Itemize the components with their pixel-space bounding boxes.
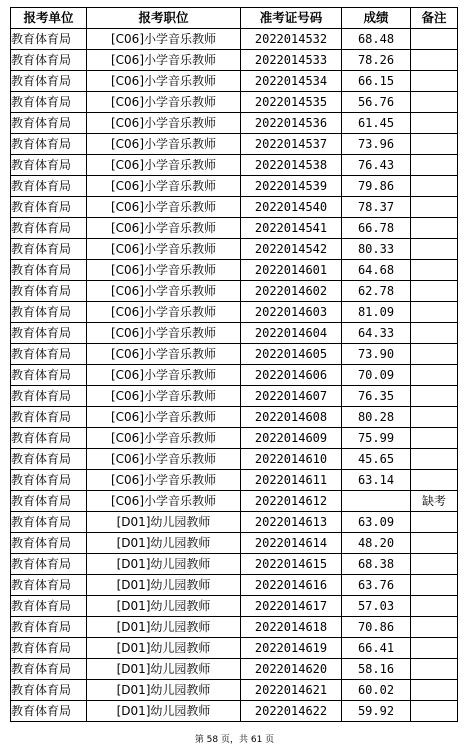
cell-score: 70.09 [342, 365, 411, 386]
cell-unit: 教育体育局 [11, 365, 87, 386]
page-footer: 第 58 页，共 61 页 [194, 735, 275, 745]
cell-position: [C06]小学音乐教师 [87, 134, 241, 155]
cell-position: [D01]幼儿园教师 [87, 575, 241, 596]
cell-remarks [411, 617, 458, 638]
table-row [11, 239, 458, 260]
score-table [10, 7, 458, 722]
table-row [11, 302, 458, 323]
cell-candidate-number: 2022014621 [241, 680, 342, 701]
cell-remarks [411, 260, 458, 281]
cell-remarks [411, 134, 458, 155]
cell-score: 60.02 [342, 680, 411, 701]
cell-candidate-number: 2022014622 [241, 701, 342, 722]
cell-score: 79.86 [342, 176, 411, 197]
cell-remarks [411, 50, 458, 71]
cell-remarks [411, 596, 458, 617]
cell-position: [C06]小学音乐教师 [87, 50, 241, 71]
cell-unit: 教育体育局 [11, 134, 87, 155]
cell-unit: 教育体育局 [11, 302, 87, 323]
table-row [11, 71, 458, 92]
cell-position: [C06]小学音乐教师 [87, 407, 241, 428]
cell-position: [C06]小学音乐教师 [87, 71, 241, 92]
table-row [11, 386, 458, 407]
table-header [11, 8, 458, 29]
cell-position: [C06]小学音乐教师 [87, 281, 241, 302]
cell-remarks [411, 71, 458, 92]
cell-unit: 教育体育局 [11, 176, 87, 197]
header-position: 报考职位 [87, 8, 241, 29]
cell-unit: 教育体育局 [11, 428, 87, 449]
cell-candidate-number: 2022014606 [241, 365, 342, 386]
cell-candidate-number: 2022014613 [241, 512, 342, 533]
table-row [11, 365, 458, 386]
cell-position: [C06]小学音乐教师 [87, 323, 241, 344]
cell-score: 73.96 [342, 134, 411, 155]
cell-score: 63.09 [342, 512, 411, 533]
cell-candidate-number: 2022014538 [241, 155, 342, 176]
cell-unit: 教育体育局 [11, 470, 87, 491]
cell-unit: 教育体育局 [11, 50, 87, 71]
cell-score: 57.03 [342, 596, 411, 617]
cell-score: 62.78 [342, 281, 411, 302]
cell-unit: 教育体育局 [11, 701, 87, 722]
cell-remarks [411, 155, 458, 176]
cell-position: [D01]幼儿园教师 [87, 596, 241, 617]
cell-score: 75.99 [342, 428, 411, 449]
cell-remarks [411, 344, 458, 365]
cell-remarks [411, 281, 458, 302]
cell-position: [C06]小学音乐教师 [87, 428, 241, 449]
cell-remarks [411, 197, 458, 218]
cell-position: [D01]幼儿园教师 [87, 638, 241, 659]
cell-position: [C06]小学音乐教师 [87, 176, 241, 197]
header-row [11, 8, 458, 29]
cell-unit: 教育体育局 [11, 113, 87, 134]
table-row [11, 134, 458, 155]
cell-unit: 教育体育局 [11, 71, 87, 92]
cell-unit: 教育体育局 [11, 197, 87, 218]
table-row [11, 92, 458, 113]
cell-score: 64.33 [342, 323, 411, 344]
cell-position: [D01]幼儿园教师 [87, 512, 241, 533]
cell-position: [C06]小学音乐教师 [87, 218, 241, 239]
cell-position: [C06]小学音乐教师 [87, 344, 241, 365]
table-row [11, 113, 458, 134]
table-row [11, 428, 458, 449]
table-row [11, 554, 458, 575]
cell-score: 66.41 [342, 638, 411, 659]
cell-remarks [411, 92, 458, 113]
cell-score: 45.65 [342, 449, 411, 470]
table-row [11, 533, 458, 554]
cell-unit: 教育体育局 [11, 680, 87, 701]
table-row [11, 659, 458, 680]
cell-candidate-number: 2022014609 [241, 428, 342, 449]
table-row [11, 491, 458, 512]
cell-position: [C06]小学音乐教师 [87, 470, 241, 491]
cell-score: 59.92 [342, 701, 411, 722]
cell-unit: 教育体育局 [11, 281, 87, 302]
cell-candidate-number: 2022014608 [241, 407, 342, 428]
cell-score: 66.15 [342, 71, 411, 92]
table-row [11, 617, 458, 638]
cell-score: 73.90 [342, 344, 411, 365]
cell-score: 66.78 [342, 218, 411, 239]
cell-score: 70.86 [342, 617, 411, 638]
cell-unit: 教育体育局 [11, 323, 87, 344]
cell-position: [C06]小学音乐教师 [87, 365, 241, 386]
cell-position: [D01]幼儿园教师 [87, 680, 241, 701]
cell-score: 48.20 [342, 533, 411, 554]
table-row [11, 680, 458, 701]
cell-candidate-number: 2022014536 [241, 113, 342, 134]
cell-unit: 教育体育局 [11, 659, 87, 680]
cell-remarks [411, 470, 458, 491]
cell-remarks [411, 449, 458, 470]
cell-candidate-number: 2022014617 [241, 596, 342, 617]
cell-unit: 教育体育局 [11, 218, 87, 239]
cell-candidate-number: 2022014535 [241, 92, 342, 113]
table-body [11, 29, 458, 722]
cell-unit: 教育体育局 [11, 617, 87, 638]
cell-position: [C06]小学音乐教师 [87, 386, 241, 407]
cell-remarks [411, 638, 458, 659]
cell-remarks [411, 113, 458, 134]
cell-remarks [411, 176, 458, 197]
cell-unit: 教育体育局 [11, 386, 87, 407]
cell-candidate-number: 2022014537 [241, 134, 342, 155]
cell-unit: 教育体育局 [11, 449, 87, 470]
table-row [11, 260, 458, 281]
cell-score: 68.38 [342, 554, 411, 575]
table-row [11, 176, 458, 197]
cell-score: 58.16 [342, 659, 411, 680]
cell-candidate-number: 2022014614 [241, 533, 342, 554]
cell-score: 61.45 [342, 113, 411, 134]
table-row [11, 470, 458, 491]
table-row [11, 512, 458, 533]
cell-remarks [411, 218, 458, 239]
cell-position: [C06]小学音乐教师 [87, 449, 241, 470]
cell-candidate-number: 2022014611 [241, 470, 342, 491]
cell-candidate-number: 2022014604 [241, 323, 342, 344]
cell-unit: 教育体育局 [11, 554, 87, 575]
cell-unit: 教育体育局 [11, 407, 87, 428]
cell-candidate-number: 2022014601 [241, 260, 342, 281]
cell-unit: 教育体育局 [11, 512, 87, 533]
cell-score: 80.33 [342, 239, 411, 260]
cell-remarks [411, 407, 458, 428]
cell-candidate-number: 2022014618 [241, 617, 342, 638]
header-score: 成绩 [342, 8, 411, 29]
cell-remarks [411, 239, 458, 260]
cell-candidate-number: 2022014620 [241, 659, 342, 680]
cell-candidate-number: 2022014534 [241, 71, 342, 92]
cell-position: [C06]小学音乐教师 [87, 239, 241, 260]
table-row [11, 407, 458, 428]
cell-remarks [411, 701, 458, 722]
cell-remarks [411, 512, 458, 533]
cell-remarks [411, 323, 458, 344]
cell-candidate-number: 2022014612 [241, 491, 342, 512]
cell-candidate-number: 2022014602 [241, 281, 342, 302]
cell-position: [D01]幼儿园教师 [87, 701, 241, 722]
table-row [11, 344, 458, 365]
cell-unit: 教育体育局 [11, 575, 87, 596]
cell-position: [C06]小学音乐教师 [87, 197, 241, 218]
table-row [11, 197, 458, 218]
table-row [11, 449, 458, 470]
cell-unit: 教育体育局 [11, 260, 87, 281]
cell-remarks [411, 659, 458, 680]
cell-position: [D01]幼儿园教师 [87, 659, 241, 680]
table-row [11, 155, 458, 176]
header-unit: 报考单位 [11, 8, 87, 29]
cell-score [342, 491, 411, 512]
cell-position: [C06]小学音乐教师 [87, 113, 241, 134]
cell-score: 76.35 [342, 386, 411, 407]
cell-score: 63.14 [342, 470, 411, 491]
cell-unit: 教育体育局 [11, 638, 87, 659]
cell-position: [D01]幼儿园教师 [87, 617, 241, 638]
table-row [11, 575, 458, 596]
table-row [11, 596, 458, 617]
cell-candidate-number: 2022014619 [241, 638, 342, 659]
cell-candidate-number: 2022014605 [241, 344, 342, 365]
cell-score: 56.76 [342, 92, 411, 113]
cell-score: 76.43 [342, 155, 411, 176]
cell-score: 78.37 [342, 197, 411, 218]
cell-unit: 教育体育局 [11, 155, 87, 176]
cell-candidate-number: 2022014542 [241, 239, 342, 260]
cell-remarks [411, 575, 458, 596]
cell-remarks [411, 533, 458, 554]
table-row [11, 218, 458, 239]
cell-position: [C06]小学音乐教师 [87, 302, 241, 323]
cell-unit: 教育体育局 [11, 344, 87, 365]
cell-unit: 教育体育局 [11, 596, 87, 617]
cell-candidate-number: 2022014540 [241, 197, 342, 218]
table-row [11, 323, 458, 344]
cell-score: 63.76 [342, 575, 411, 596]
cell-position: [C06]小学音乐教师 [87, 155, 241, 176]
cell-candidate-number: 2022014603 [241, 302, 342, 323]
cell-remarks [411, 680, 458, 701]
cell-remarks [411, 29, 458, 50]
cell-remarks [411, 302, 458, 323]
header-remarks: 备注 [411, 8, 458, 29]
cell-remarks [411, 554, 458, 575]
cell-candidate-number: 2022014616 [241, 575, 342, 596]
cell-candidate-number: 2022014532 [241, 29, 342, 50]
cell-candidate-number: 2022014539 [241, 176, 342, 197]
cell-remarks: 缺考 [411, 491, 458, 512]
cell-score: 81.09 [342, 302, 411, 323]
cell-candidate-number: 2022014533 [241, 50, 342, 71]
cell-remarks [411, 365, 458, 386]
cell-position: [C06]小学音乐教师 [87, 29, 241, 50]
table-row [11, 638, 458, 659]
cell-position: [C06]小学音乐教师 [87, 92, 241, 113]
cell-candidate-number: 2022014615 [241, 554, 342, 575]
cell-position: [C06]小学音乐教师 [87, 491, 241, 512]
cell-remarks [411, 428, 458, 449]
cell-unit: 教育体育局 [11, 533, 87, 554]
cell-position: [D01]幼儿园教师 [87, 554, 241, 575]
cell-score: 68.48 [342, 29, 411, 50]
cell-candidate-number: 2022014541 [241, 218, 342, 239]
table-row [11, 29, 458, 50]
cell-score: 64.68 [342, 260, 411, 281]
table-row [11, 701, 458, 722]
cell-position: [C06]小学音乐教师 [87, 260, 241, 281]
cell-score: 80.28 [342, 407, 411, 428]
cell-unit: 教育体育局 [11, 92, 87, 113]
cell-unit: 教育体育局 [11, 491, 87, 512]
cell-position: [D01]幼儿园教师 [87, 533, 241, 554]
cell-unit: 教育体育局 [11, 239, 87, 260]
table-row [11, 50, 458, 71]
header-candidate-number: 准考证号码 [241, 8, 342, 29]
table-row [11, 281, 458, 302]
cell-candidate-number: 2022014607 [241, 386, 342, 407]
cell-score: 78.26 [342, 50, 411, 71]
cell-unit: 教育体育局 [11, 29, 87, 50]
cell-candidate-number: 2022014610 [241, 449, 342, 470]
cell-remarks [411, 386, 458, 407]
